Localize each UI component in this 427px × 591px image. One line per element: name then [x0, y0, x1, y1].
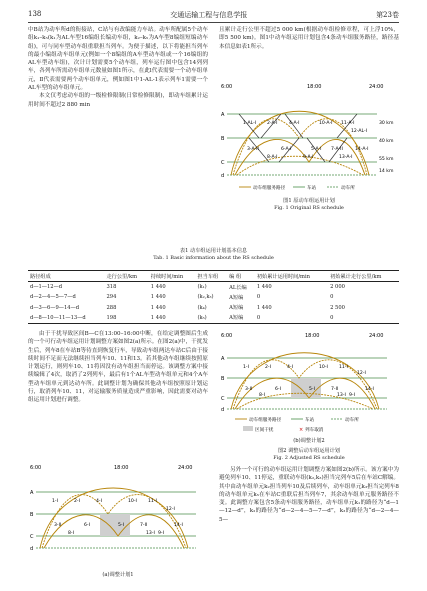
figure-2-caption-cn: 图2 调整后动车组运用计划	[277, 448, 340, 454]
paragraph: 由于干扰导致区间B—C在13:00–16:00中断，在给定调整图后生成的一个可行动车组运用计划调整方案如图2(a)所示。在图2(a)中，干扰发生后，列车8在车站B等待直到恢复行车，导致动车组两达车站C后由于接续时间不足而无法继续担当列车10、11和13。若其他动车组继续按照原计划运行，则列车10、11将因没有动车组担当而停运。该调整方案中接续编辑了4次，取消了2列列车，最后有1个AL车型动车组单元和4个A车型动车组单元到达动车所。此调整计划为确保其他动车组按照原计划运行，取消列车10、11，对运输服务质量造成严重影响，因此需要对动车组运用计划进行调整。	[28, 331, 208, 404]
table-cell: (k₁)	[197, 284, 207, 291]
train-label: 4-I	[287, 365, 293, 370]
station-label: B	[30, 512, 34, 518]
train-label: 13-A-I	[339, 155, 353, 160]
table-cell: 1 440	[150, 304, 166, 311]
table-cell: 0	[330, 314, 334, 321]
train-label: 12-I	[357, 371, 366, 376]
time-label: 18:00	[305, 333, 320, 339]
train-label: 10-A-I	[319, 121, 333, 126]
table-cell: (k₅)	[197, 314, 207, 321]
time-label: 24:00	[178, 465, 193, 471]
train-label: 8-A-I	[267, 155, 278, 160]
train-label: 8-I	[68, 531, 74, 536]
figure-2-caption	[219, 448, 399, 462]
train-label: 5-I	[118, 523, 124, 528]
table-header: 担当车组	[197, 273, 219, 280]
table-row	[28, 292, 399, 302]
train-label: 1-AL-I	[243, 121, 257, 126]
table-header: 持续时间/min	[150, 273, 184, 280]
train-label: 1-I	[243, 365, 249, 370]
legend-label: 动车组服务路径	[253, 186, 286, 191]
legend-label: 动车所	[345, 418, 359, 423]
table-cell: (k₂,k₃)	[197, 294, 214, 301]
right-column-bottom	[219, 466, 399, 581]
train-label: 3-A-II	[247, 147, 259, 152]
table-cell: 294	[106, 294, 117, 301]
station-label: C	[221, 396, 225, 402]
table-cell: 1 440	[150, 314, 166, 321]
train-label: 14-I	[365, 387, 374, 392]
table-cell: d—2—4—5—7—d	[30, 294, 76, 301]
figure-2b	[219, 330, 399, 445]
time-label: 18:00	[114, 465, 129, 471]
running-header	[28, 10, 399, 23]
train-label: 2-I	[74, 499, 80, 504]
station-label: d	[30, 546, 34, 552]
table-1-caption	[28, 248, 399, 262]
train-label: 11-I	[339, 365, 348, 370]
paragraph: 本文仅考虑动车组的一级检修限制(日常检修限制)，即动车组累计运用时间不超过2 880 min	[28, 93, 208, 108]
distance-label: 30 km	[379, 121, 394, 126]
train-label: 6-A-I	[281, 147, 292, 152]
train-label: 9-I	[349, 393, 355, 398]
train-label: 2-A-I	[267, 121, 278, 126]
left-column-top	[28, 26, 208, 266]
table-row	[28, 282, 399, 293]
table-cell: 288	[106, 304, 117, 311]
table-cell: AL长编	[229, 284, 247, 291]
table-cell: 1 440	[256, 284, 272, 291]
station-label: C	[30, 534, 34, 540]
table-row	[28, 313, 399, 324]
train-segment	[239, 114, 259, 138]
table-caption-cn: 表1 动车组运用计划基本信息	[179, 248, 248, 254]
train-label: 3-II	[245, 387, 253, 392]
figure-2a-diagram	[28, 462, 208, 572]
train-segment	[285, 114, 303, 138]
figure-2a-caption: (a)调整计划1	[102, 572, 134, 578]
table-cell: A短编	[229, 305, 244, 312]
train-label: 2-I	[265, 365, 271, 370]
table-cell: 0	[256, 314, 261, 321]
train-label: 9-A-I	[303, 155, 314, 160]
figure-1-diagram	[219, 80, 399, 198]
train-label: 7-A-II	[331, 147, 343, 152]
station-label: B	[221, 376, 225, 382]
train-label: 10-I	[319, 365, 328, 370]
station-label: A	[221, 356, 225, 362]
train-label: 3-II	[54, 523, 62, 528]
table-cell: A短编	[229, 294, 244, 301]
paragraph: 另外一个可行的动车组运用计划调整方案如图2(b)所示。该方案中为避免列车10、11停运，重联动车组(k₂,k₃)担当完列车5后在车站C解编。其中由动车组单元k₂担当列车10及后续列车，动车组单元k₃担当完列车8的动车组单元k₅在车站C重联后担当列车7，其余动车组单元服务路径不变。此调整方案包含5条动车组服务路径，动车组单元k₁的路径为“d—1—12—d”，k₂的路径为“d—2—4—5—7—d”，k₃的路径为“d—2—4—5—	[219, 467, 399, 523]
distance-label: 14 km	[379, 169, 394, 174]
time-label: 6:00	[221, 84, 233, 90]
train-label: 14-A-I	[355, 147, 369, 152]
paragraph: 中B站为动车所d的衔接站，C站与有改编能力车站。动车所配属5个动车组k₁–k₅(k₁为AL车型16编组长编动车组，k₂–k₅为A车型8编组短编动车组)，可与同车型动车组重联担当列车。为便于描述，以下将能担当列车的最小编组动车组单元(例如一个8编组的A车型动车组或一个16编组的AL车型动车组)，次计计划需要5个动车组，列车运行图中包含14列列车，各列车所需动车组单元数量如图1所示，在此l代表需要一个动车组单元，Ⅱ代表需要两个动车组单元，例如图1中1-AL-1表示列车1需要一个AL车型的动车组单元。	[28, 27, 208, 92]
table-cell: 0	[330, 294, 334, 301]
train-label: 13-I	[337, 393, 346, 398]
table-cell: (k₄)	[197, 304, 207, 311]
train-label: 4-I	[96, 499, 102, 504]
table-cell: d—3—6—9—14—d	[30, 304, 80, 311]
table-cell: 2 000	[330, 284, 345, 291]
table-cell: d—1—12—d	[30, 284, 63, 291]
paragraph: 且累计走行公里不超过5 000 km(根据动车组检修章程，可上浮10%，即5 500 km)。图1中动车组运用计划包含4条动车组服务路径，路径基本信息如表1所示。	[219, 27, 399, 50]
table-header: 路径组成	[30, 273, 51, 280]
legend-label: 车站	[305, 418, 315, 423]
train-label: 11-I	[148, 499, 157, 504]
time-label: 6:00	[221, 333, 233, 339]
table-header: 走行公里/km	[106, 273, 138, 280]
table-1	[28, 270, 399, 324]
train-label: 1-I	[52, 499, 58, 504]
distance-label: 40 km	[379, 139, 394, 144]
train-label: 14-I	[174, 523, 183, 528]
figure-2b-caption: (b)调整计划2	[293, 438, 325, 444]
legend-label: 区间干扰	[255, 428, 274, 433]
table-header: 编 组	[229, 273, 242, 280]
train-label: 13-I	[146, 531, 155, 536]
volume-label: 第23卷	[376, 11, 399, 19]
station-label: d	[221, 173, 225, 179]
station-label: B	[221, 136, 225, 142]
table-cell: 1 440	[150, 294, 166, 301]
train-label: 7-II	[331, 387, 339, 392]
station-label: A	[221, 112, 225, 118]
right-column-top	[219, 26, 399, 76]
page-number: 138	[28, 10, 42, 18]
train-label: 9-I	[158, 531, 164, 536]
time-label: 24:00	[369, 333, 384, 339]
table-cell: 2 500	[330, 304, 345, 311]
legend-label: 车站	[307, 186, 317, 191]
legend-interrupt-swatch	[243, 426, 253, 431]
table-cell: 0	[256, 294, 261, 301]
table-cell: 198	[106, 314, 117, 321]
legend-label: 列车取消	[305, 428, 324, 433]
figure-1-caption-en: Fig. 1 Original RS schedule	[274, 205, 344, 211]
train-label: 6-I	[84, 523, 90, 528]
distance-label: 55 km	[379, 157, 394, 162]
table-cell: d—8—10—11—13—d	[30, 314, 86, 321]
figure-2b-diagram	[219, 330, 399, 438]
left-column-middle	[28, 330, 208, 458]
interruption-area	[100, 514, 130, 536]
station-label: A	[30, 490, 34, 496]
legend-label: 动车所	[341, 186, 355, 191]
station-label: d	[221, 407, 225, 413]
time-label: 18:00	[307, 84, 322, 90]
interruption-area	[291, 378, 321, 398]
table-cell: 1 440	[150, 284, 166, 291]
table-caption-en: Tab. 1 Basic information about the RS schedule	[153, 255, 274, 261]
table-cell: 318	[106, 284, 117, 291]
cancel-x-icon: ×	[299, 427, 304, 433]
train-label: 12-AL-I	[351, 129, 368, 134]
train-label: 10-I	[128, 499, 137, 504]
table-row	[28, 303, 399, 313]
table-header: 初始累计走行公里/km	[330, 273, 382, 280]
station-label: C	[221, 160, 225, 166]
table-cell: A短编	[229, 315, 244, 322]
journal-title: 交通运输工程与信息学报	[170, 11, 248, 19]
train-label: 5-A-I	[311, 147, 322, 152]
train-label: 8-I	[259, 393, 265, 398]
table-header: 初始累计运用时间/min	[256, 273, 310, 280]
time-label: 6:00	[30, 465, 42, 471]
train-label: 7-II	[140, 523, 148, 528]
figure-2a	[28, 462, 208, 579]
figure-2-caption-en: Fig. 2 Adjusted RS schedule	[273, 455, 345, 461]
train-label: 4-A-I	[289, 121, 300, 126]
time-label: 24:00	[369, 84, 384, 90]
figure-1	[219, 80, 399, 212]
train-label: 12-I	[166, 507, 175, 512]
figure-1-caption: 图1 原动车组运用计划	[283, 198, 335, 204]
table-header-row	[28, 271, 399, 282]
table-cell: 1 440	[256, 304, 272, 311]
train-label: 5-I	[309, 387, 315, 392]
train-label: 11-A-I	[341, 121, 355, 126]
legend-label: 动车组服务路径	[249, 418, 282, 423]
train-label: 6-I	[275, 387, 281, 392]
